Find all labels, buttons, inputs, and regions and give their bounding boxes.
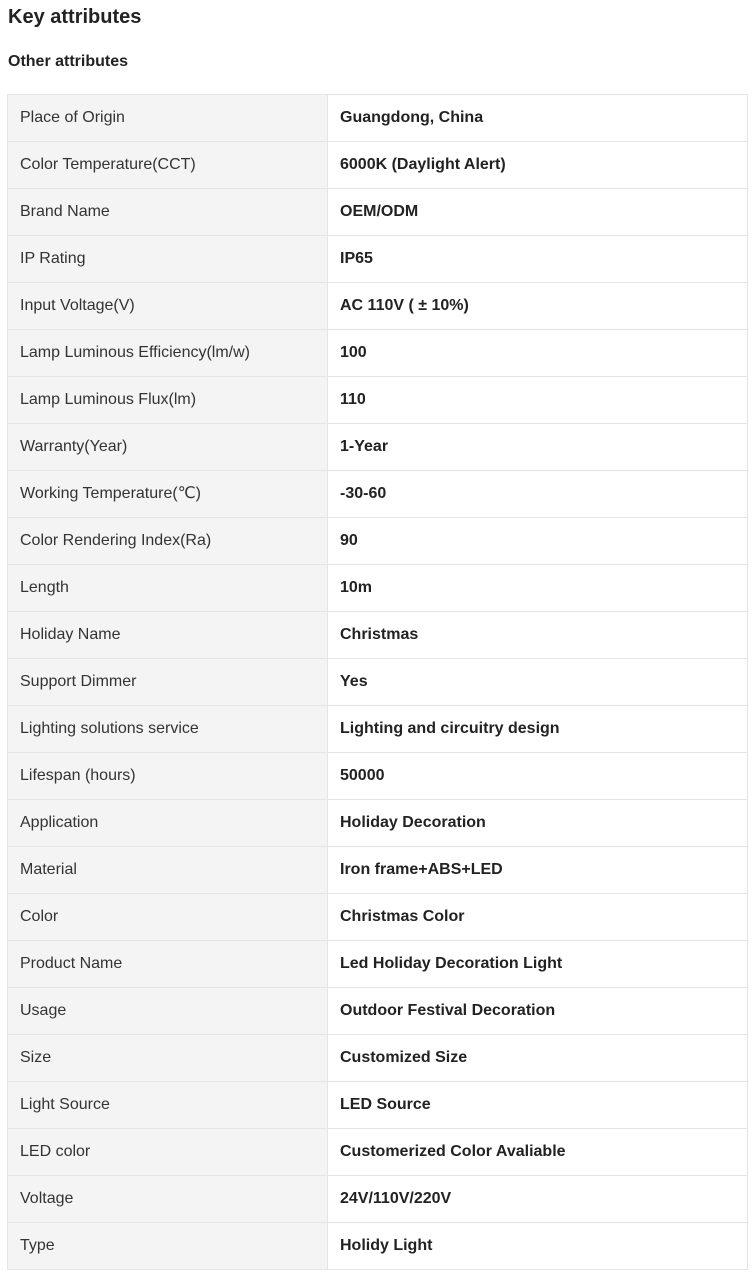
attribute-value: -30-60 xyxy=(328,471,748,518)
attribute-name: Size xyxy=(8,1035,328,1082)
attribute-value: Led Holiday Decoration Light xyxy=(328,941,748,988)
attribute-name: Input Voltage(V) xyxy=(8,283,328,330)
table-row xyxy=(8,1129,748,1176)
attribute-value: 50000 xyxy=(328,753,748,800)
table-row xyxy=(8,565,748,612)
attribute-value: 6000K (Daylight Alert) xyxy=(328,142,748,189)
attribute-value: 100 xyxy=(328,330,748,377)
table-row xyxy=(8,1223,748,1270)
table-row xyxy=(8,424,748,471)
attribute-name: Lamp Luminous Efficiency(lm/w) xyxy=(8,330,328,377)
attribute-name: Holiday Name xyxy=(8,612,328,659)
attribute-name: Lifespan (hours) xyxy=(8,753,328,800)
attribute-name: Color Temperature(CCT) xyxy=(8,142,328,189)
table-row xyxy=(8,471,748,518)
attribute-name: Color Rendering Index(Ra) xyxy=(8,518,328,565)
attribute-name: Length xyxy=(8,565,328,612)
attribute-value: Iron frame+ABS+LED xyxy=(328,847,748,894)
attribute-value: Christmas Color xyxy=(328,894,748,941)
attributes-table xyxy=(7,94,748,1270)
table-row xyxy=(8,1176,748,1223)
table-row xyxy=(8,142,748,189)
attribute-value: Lighting and circuitry design xyxy=(328,706,748,753)
attribute-name: Voltage xyxy=(8,1176,328,1223)
attribute-value: LED Source xyxy=(328,1082,748,1129)
table-row xyxy=(8,189,748,236)
table-row xyxy=(8,753,748,800)
table-row xyxy=(8,1082,748,1129)
section-subtitle: Other attributes xyxy=(8,53,129,70)
attribute-name: Material xyxy=(8,847,328,894)
table-row xyxy=(8,800,748,847)
attribute-name: Brand Name xyxy=(8,189,328,236)
table-row xyxy=(8,1035,748,1082)
attribute-value: IP65 xyxy=(328,236,748,283)
attribute-value: Customized Size xyxy=(328,1035,748,1082)
table-row xyxy=(8,95,748,142)
table-row xyxy=(8,236,748,283)
attribute-value: 1-Year xyxy=(328,424,748,471)
attribute-value: AC 110V ( ± 10%) xyxy=(328,283,748,330)
attribute-name: Application xyxy=(8,800,328,847)
table-row xyxy=(8,706,748,753)
attribute-name: Support Dimmer xyxy=(8,659,328,706)
table-row xyxy=(8,941,748,988)
attribute-name: Lighting solutions service xyxy=(8,706,328,753)
attribute-name: Warranty(Year) xyxy=(8,424,328,471)
attribute-name: Lamp Luminous Flux(lm) xyxy=(8,377,328,424)
table-row xyxy=(8,659,748,706)
table-row xyxy=(8,894,748,941)
attribute-name: Type xyxy=(8,1223,328,1270)
table-row xyxy=(8,988,748,1035)
section-title: Key attributes xyxy=(8,6,142,28)
attribute-value: Customerized Color Avaliable xyxy=(328,1129,748,1176)
attribute-value: Guangdong, China xyxy=(328,95,748,142)
attribute-name: IP Rating xyxy=(8,236,328,283)
table-row xyxy=(8,377,748,424)
table-row xyxy=(8,330,748,377)
attribute-name: Working Temperature(℃) xyxy=(8,471,328,518)
table-row xyxy=(8,283,748,330)
attribute-name: Color xyxy=(8,894,328,941)
attribute-value: 90 xyxy=(328,518,748,565)
attribute-name: LED color xyxy=(8,1129,328,1176)
attribute-value: Christmas xyxy=(328,612,748,659)
attribute-value: Holiday Decoration xyxy=(328,800,748,847)
attribute-name: Light Source xyxy=(8,1082,328,1129)
table-row xyxy=(8,612,748,659)
attribute-value: 24V/110V/220V xyxy=(328,1176,748,1223)
attribute-name: Usage xyxy=(8,988,328,1035)
attribute-value: Outdoor Festival Decoration xyxy=(328,988,748,1035)
attribute-name: Product Name xyxy=(8,941,328,988)
attribute-value: OEM/ODM xyxy=(328,189,748,236)
table-row xyxy=(8,518,748,565)
attribute-value: Holidy Light xyxy=(328,1223,748,1270)
attribute-value: 110 xyxy=(328,377,748,424)
attribute-name: Place of Origin xyxy=(8,95,328,142)
attribute-value: 10m xyxy=(328,565,748,612)
attribute-value: Yes xyxy=(328,659,748,706)
table-row xyxy=(8,847,748,894)
